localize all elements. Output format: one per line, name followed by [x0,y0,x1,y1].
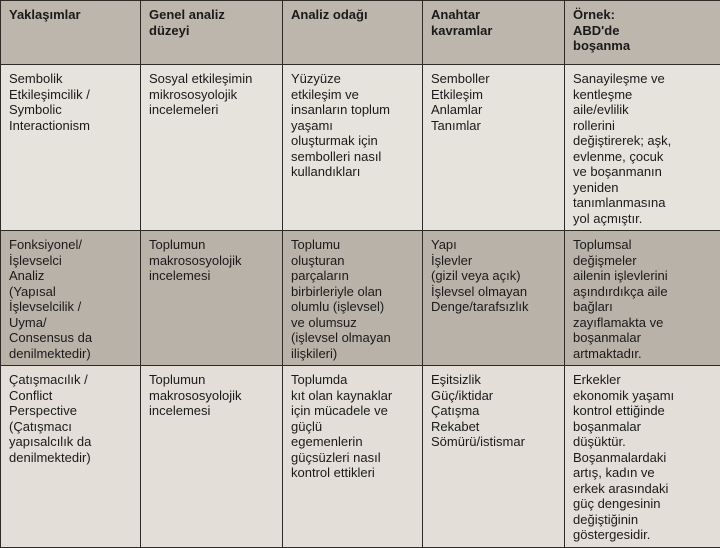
table-row [1,65,720,231]
table-cell: Toplumun makrososyolojik incelemesi [141,231,283,366]
table-cell: Çatışmacılık / Conflict Perspective (Çatışmacı yapısalcılık da denilmektedir) [1,366,141,548]
table-cell: Toplumun makrososyolojik incelemesi [141,366,283,548]
table-cell: Erkekler ekonomik yaşamı kontrol ettiğinde boşanmalar düşüktür. Boşanmalardaki artış, kadın ve erkek arasındaki güç dengesinin değiştiğinin göstergesidir. [565,366,720,548]
table-cell: Semboller Etkileşim Anlamlar Tanımlar [423,65,565,231]
table-cell: Sembolik Etkileşimcilik / Symbolic Interactionism [1,65,141,231]
table-cell: Eşitsizlik Güç/iktidar Çatışma Rekabet Sömürü/istismar [423,366,565,548]
header-cell-analysis-focus: Analiz odağı [283,1,423,65]
table-cell: Toplumsal değişmeler ailenin işlevlerini aşındırdıkça aile bağları zayıflamakta ve boşanmalar artmaktadır. [565,231,720,366]
table-row [1,366,720,548]
table-header-row [1,1,720,65]
header-cell-example: Örnek: ABD'de boşanma [565,1,720,65]
table-cell: Toplumu oluşturan parçaların birbirleriyle olan olumlu (işlevsel) ve olumsuz (işlevsel olmayan ilişkileri) [283,231,423,366]
table-cell: Yüzyüze etkileşim ve insanların toplum yaşamı oluşturmak için sembolleri nasıl kullandıkları [283,65,423,231]
table-cell: Fonksiyonel/ İşlevselci Analiz (Yapısal İşlevselcilik / Uyma/ Consensus da denilmektedir) [1,231,141,366]
header-cell-key-concepts: Anahtar kavramlar [423,1,565,65]
table-cell: Sosyal etkileşimin mikrososyolojik incelemeleri [141,65,283,231]
table-row [1,231,720,366]
table-cell: Yapı İşlevler (gizil veya açık) İşlevsel olmayan Denge/tarafsızlık [423,231,565,366]
header-cell-approaches: Yaklaşımlar [1,1,141,65]
header-cell-analysis-level: Genel analiz düzeyi [141,1,283,65]
table-cell: Toplumda kıt olan kaynaklar için mücadele ve güçlü egemenlerin güçsüzleri nasıl kontrol ettikleri [283,366,423,548]
table-cell: Sanayileşme ve kentleşme aile/evlilik rollerini değiştirerek; aşk, evlenme, çocuk ve boşanmanın yeniden tanımlanmasına yol açmıştır. [565,65,720,231]
